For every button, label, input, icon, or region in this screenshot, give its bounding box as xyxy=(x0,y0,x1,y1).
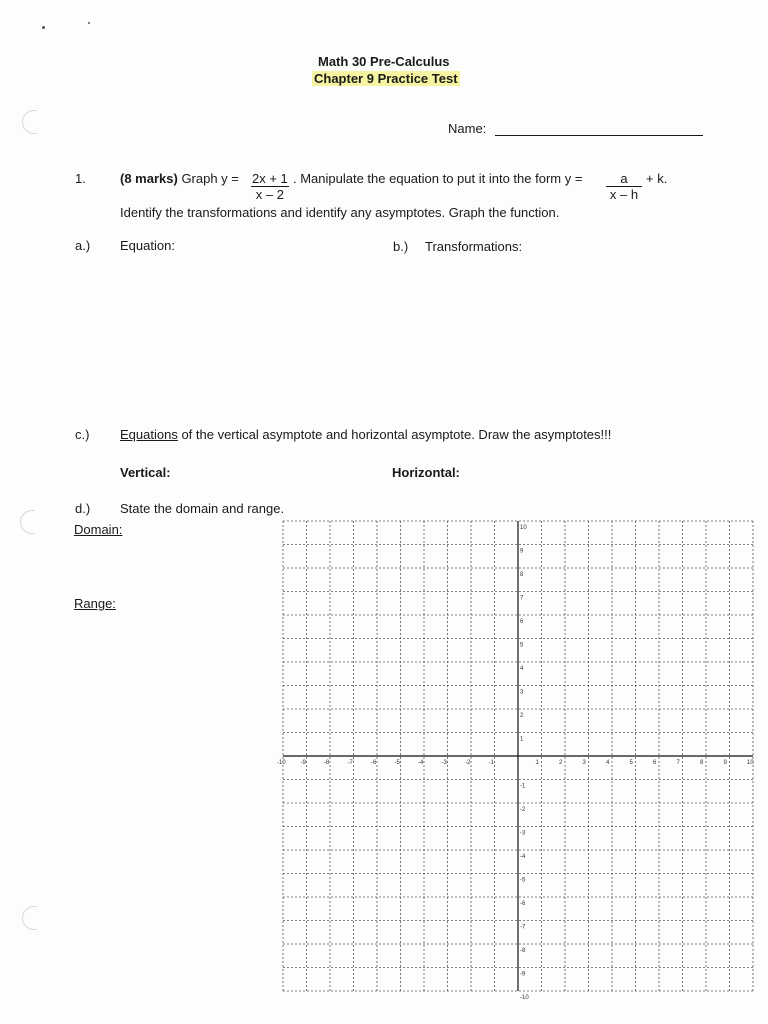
y-tick-label: 5 xyxy=(520,642,524,649)
graph-text: Graph y = xyxy=(181,171,239,186)
part-b-label: b.) xyxy=(393,239,409,254)
x-tick-label: 9 xyxy=(723,760,727,766)
form-tail: + k. xyxy=(646,171,668,186)
y-tick-label: 2 xyxy=(520,713,524,719)
part-d-label: d.) xyxy=(75,501,91,516)
x-tick-label: 5 xyxy=(629,760,633,766)
y-tick-label: 4 xyxy=(520,666,524,672)
given-numerator: 2x + 1 xyxy=(252,171,288,186)
part-c-underlined: Equations xyxy=(120,427,178,442)
part-c-text xyxy=(120,427,611,442)
x-tick-label: 7 xyxy=(676,760,680,766)
y-tick-label: 9 xyxy=(520,548,524,555)
x-tick-label: 8 xyxy=(700,760,704,766)
part-d-text: State the domain and range. xyxy=(120,501,285,516)
x-tick-label: -1 xyxy=(488,760,494,766)
x-tick-label: 1 xyxy=(535,760,539,766)
y-tick-label: 1 xyxy=(520,736,524,743)
scan-speck xyxy=(88,22,90,24)
part-c-rest: of the vertical asymptote and horizontal asymptote. Draw the asymptotes!!! xyxy=(177,427,612,442)
domain-label: Domain: xyxy=(74,522,123,537)
punch-hole xyxy=(20,510,35,534)
question-number: 1. xyxy=(75,171,86,186)
punch-hole xyxy=(22,110,37,134)
x-tick-label: -6 xyxy=(371,760,377,766)
course-title: Math 30 Pre-Calculus xyxy=(318,54,450,69)
y-tick-label: 10 xyxy=(520,525,527,531)
x-tick-label: 2 xyxy=(559,760,563,766)
part-c-label: c.) xyxy=(75,427,90,442)
horizontal-label: Horizontal: xyxy=(392,465,460,480)
y-tick-label: -6 xyxy=(520,901,526,907)
punch-hole xyxy=(22,906,37,930)
x-tick-label: 4 xyxy=(606,760,610,766)
name-label: Name: xyxy=(448,121,487,136)
y-tick-label: -9 xyxy=(520,971,526,978)
y-tick-label: -2 xyxy=(520,807,526,813)
y-tick-label: -7 xyxy=(520,924,526,931)
vertical-label: Vertical: xyxy=(120,465,171,480)
y-tick-label: -3 xyxy=(520,830,526,837)
y-tick-label: 7 xyxy=(520,595,524,602)
x-tick-label: 10 xyxy=(747,760,754,766)
x-tick-label: -5 xyxy=(394,760,400,766)
question-instruction: Identify the transformations and identify any asymptotes. Graph the function. xyxy=(120,205,560,220)
y-tick-label: -4 xyxy=(520,854,526,860)
marks: (8 marks) xyxy=(120,171,178,186)
coordinate-grid[interactable] xyxy=(277,520,754,1001)
part-a-label: a.) xyxy=(75,238,91,253)
part-b-text: Transformations: xyxy=(425,239,523,254)
form-denominator: x – h xyxy=(609,187,639,202)
part-a-text: Equation: xyxy=(120,238,175,253)
x-tick-label: -4 xyxy=(418,760,424,766)
question-line-1 xyxy=(120,171,239,186)
question-mid-text: . Manipulate the equation to put it into the form y = xyxy=(293,171,583,186)
x-tick-label: -10 xyxy=(277,760,286,766)
x-tick-label: -8 xyxy=(324,760,330,766)
x-tick-label: 6 xyxy=(653,760,657,766)
x-tick-label: -9 xyxy=(300,760,306,766)
x-tick-label: -7 xyxy=(347,760,353,766)
x-tick-label: -3 xyxy=(441,760,447,766)
given-denominator: x – 2 xyxy=(255,187,284,202)
test-title-text: Chapter 9 Practice Test xyxy=(314,71,458,86)
form-numerator: a xyxy=(606,171,642,187)
y-tick-label: 3 xyxy=(520,689,524,696)
form-fraction xyxy=(606,171,642,202)
y-tick-label: -5 xyxy=(520,877,526,884)
y-tick-label: -8 xyxy=(520,948,526,954)
range-label: Range: xyxy=(74,596,116,611)
y-tick-label: 6 xyxy=(520,619,524,625)
x-tick-label: 3 xyxy=(582,760,586,766)
x-tick-label: -2 xyxy=(465,760,471,766)
y-tick-label: 8 xyxy=(520,572,524,578)
given-fraction xyxy=(251,171,289,202)
test-title xyxy=(312,71,460,86)
name-line[interactable] xyxy=(495,135,703,136)
y-tick-label: -10 xyxy=(520,995,529,1001)
y-tick-label: -1 xyxy=(520,783,526,790)
scan-speck xyxy=(42,26,45,29)
